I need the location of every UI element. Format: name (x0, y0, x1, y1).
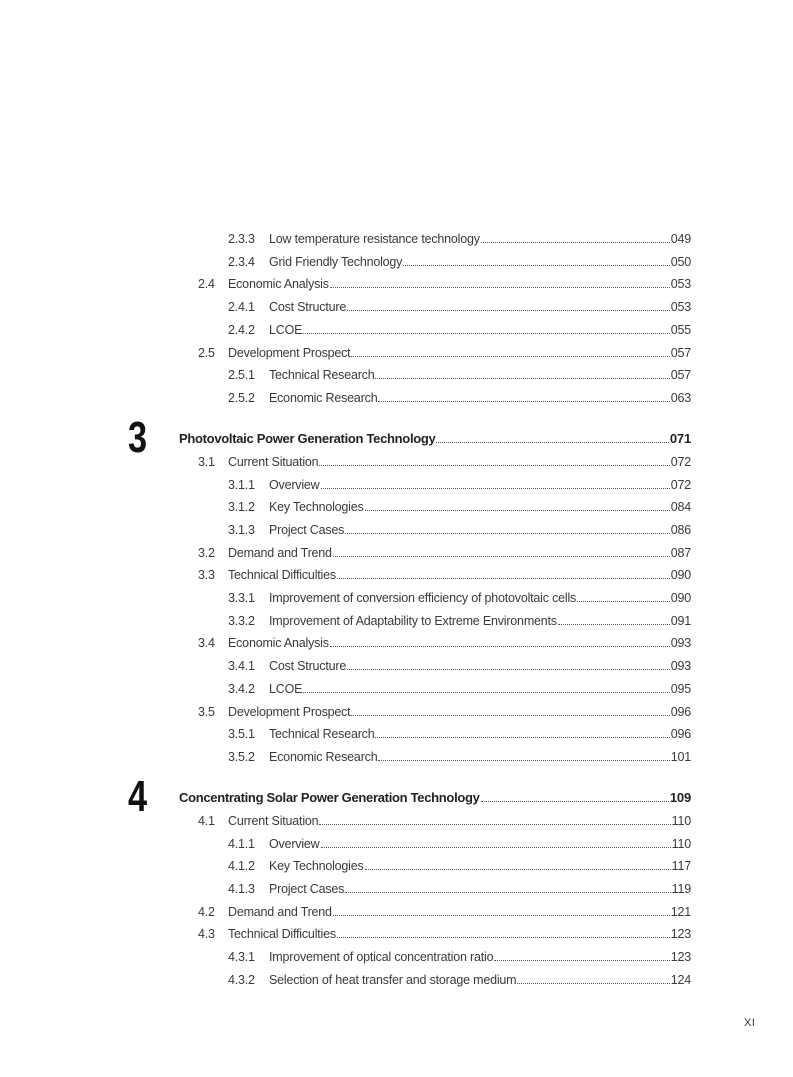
toc-entry-number: 3.5 (198, 704, 215, 719)
toc-entry-number: 3.3.2 (228, 613, 255, 628)
toc-entry (228, 876, 691, 896)
toc-entry-number: 4.3.2 (228, 972, 255, 987)
toc-entry-page: 084 (670, 500, 691, 515)
toc-entry-title: Selection of heat transfer and storage medium (269, 972, 517, 987)
toc-entry-page: 101 (670, 749, 691, 764)
toc-entry-page: 071 (669, 431, 691, 447)
dot-leader (337, 577, 670, 579)
toc-entry-page: 096 (670, 727, 691, 742)
toc-entry-title: Demand and Trend (228, 545, 332, 560)
dot-leader (303, 332, 669, 334)
dot-leader (351, 714, 669, 716)
toc-entry (228, 385, 691, 405)
toc-entry-title: Low temperature resistance technology (269, 232, 480, 246)
toc-entry-title: Improvement of optical concentration ratio (269, 950, 494, 964)
toc-entry-number: 3.2 (198, 545, 215, 560)
toc-entry-title: Economic Analysis (228, 277, 329, 292)
toc-entry-title: Improvement of conversion efficiency of photovoltaic cells (269, 591, 577, 605)
toc-entry (198, 562, 691, 582)
toc-entry (198, 540, 691, 560)
toc-entry-page: 053 (670, 277, 691, 292)
toc-entry-title: Current Situation (228, 813, 319, 828)
toc-entry (198, 630, 691, 650)
page-number: XI (744, 1017, 756, 1029)
toc-entry-number: 4.1 (198, 813, 215, 828)
dot-leader (365, 868, 671, 870)
toc-entry-title: Overview (269, 836, 320, 851)
toc-entry-title: Economic Research (269, 390, 378, 405)
dot-leader (345, 891, 670, 893)
toc-entry-page: 090 (670, 591, 691, 605)
toc-entry-number: 4.1.3 (228, 881, 255, 896)
toc-entry-page: 123 (670, 950, 691, 964)
dot-leader (347, 309, 670, 311)
toc-entry-page: 095 (670, 681, 691, 696)
toc-entry-page: 049 (670, 232, 691, 246)
toc-entry-page: 124 (670, 972, 691, 987)
toc-entry-number: 2.4.2 (228, 322, 255, 337)
dot-leader (378, 759, 669, 761)
toc-entry-title: Cost Structure (269, 300, 347, 315)
toc-entry-number: 2.3.3 (228, 232, 255, 246)
toc-chapter-entry (179, 785, 691, 805)
toc-entry-page: 123 (670, 927, 691, 942)
toc-entry-page: 110 (671, 813, 691, 828)
toc-entry-number: 3.1.1 (228, 477, 255, 492)
toc-entry-title: Demand and Trend (228, 904, 332, 919)
toc-entry-number: 4.3.1 (228, 950, 255, 964)
toc-entry-number: 3.1 (198, 454, 215, 469)
toc-entry (198, 271, 691, 291)
toc-entry-title: LCOE (269, 681, 303, 696)
toc-entry (228, 676, 691, 696)
toc-entry-number: 3.4 (198, 636, 215, 651)
toc-entry-number: 4.2 (198, 904, 215, 919)
toc-entry-title: Grid Friendly Technology (269, 254, 403, 269)
toc-entry-title: Economic Research (269, 749, 378, 764)
toc-entry-number: 3.1.3 (228, 522, 255, 537)
dot-leader (351, 355, 669, 357)
toc-entry-page: 072 (670, 477, 691, 492)
toc-entry-title: Cost Structure (269, 659, 347, 674)
toc-entry-title: LCOE (269, 322, 303, 337)
toc-entry-page: 050 (670, 254, 691, 269)
toc-entry (228, 744, 691, 764)
dot-leader (333, 914, 670, 916)
toc-entry-title: Photovoltaic Power Generation Technology (179, 431, 436, 447)
toc-entry-number: 3.4.1 (228, 659, 255, 674)
dot-leader (375, 377, 669, 379)
dot-leader (319, 464, 669, 466)
toc-entry (228, 294, 691, 314)
toc-entry-number: 3.4.2 (228, 681, 255, 696)
toc-entry (228, 494, 691, 514)
dot-leader (321, 487, 670, 489)
toc-entry-page: 117 (671, 859, 691, 874)
dot-leader (330, 645, 670, 647)
toc-chapter-entry (179, 426, 691, 446)
dot-leader (345, 532, 670, 534)
toc-entry-number: 2.4.1 (228, 300, 255, 315)
dot-leader (436, 441, 668, 443)
toc-entry-title: Project Cases (269, 522, 345, 537)
toc-entry (198, 921, 691, 941)
toc-entry-number: 2.5.1 (228, 368, 255, 383)
toc-entry (228, 853, 691, 873)
dot-leader (403, 264, 670, 266)
dot-leader (319, 823, 670, 825)
toc-entry-page: 119 (671, 881, 691, 896)
toc-entry-page: 063 (670, 390, 691, 405)
toc-entry (198, 808, 691, 828)
toc-entry-title: Concentrating Solar Power Generation Technology (179, 790, 480, 806)
toc-entry-number: 2.5.2 (228, 390, 255, 405)
toc-entry-page: 057 (670, 345, 691, 360)
toc-entry-number: 4.3 (198, 927, 215, 942)
toc-entry-number: 2.4 (198, 277, 215, 292)
toc-entry-title: Improvement of Adaptability to Extreme Environments (269, 613, 557, 628)
chapter-number: 3 (128, 413, 148, 463)
dot-leader (494, 959, 669, 961)
toc-entry-page: 072 (670, 454, 691, 469)
toc-entry (228, 944, 691, 964)
dot-leader (321, 846, 671, 848)
dot-leader (347, 668, 670, 670)
toc-entry-number: 4.1.2 (228, 859, 255, 874)
toc-entry (198, 699, 691, 719)
dot-leader (337, 936, 670, 938)
toc-entry-page: 086 (670, 522, 691, 537)
toc-entry (228, 517, 691, 537)
toc-entry (228, 721, 691, 741)
toc-entry-title: Technical Difficulties (228, 568, 336, 583)
toc-entry-page: 110 (671, 836, 691, 851)
toc-entry-page: 109 (669, 790, 691, 806)
dot-leader (558, 623, 670, 625)
toc-entry-page: 093 (670, 659, 691, 674)
toc-entry (228, 249, 691, 269)
toc-entry-title: Development Prospect (228, 704, 351, 719)
toc-entry-title: Development Prospect (228, 345, 351, 360)
toc-entry (198, 449, 691, 469)
toc-entry (228, 653, 691, 673)
toc-entry-title: Technical Difficulties (228, 927, 336, 942)
toc-entry-page: 055 (670, 322, 691, 337)
toc-entry (228, 317, 691, 337)
toc-entry (228, 585, 691, 605)
dot-leader (378, 400, 669, 402)
dot-leader (517, 982, 669, 984)
toc-entry (228, 831, 691, 851)
toc-entry-number: 3.3.1 (228, 591, 255, 605)
dot-leader (577, 600, 670, 602)
toc-entry-page: 096 (670, 704, 691, 719)
toc-entry-number: 2.5 (198, 345, 215, 360)
toc-entry-title: Overview (269, 477, 320, 492)
toc-entry-page: 087 (670, 545, 691, 560)
toc-entry-number: 3.1.2 (228, 500, 255, 515)
toc-entry-title: Key Technologies (269, 859, 364, 874)
dot-leader (330, 286, 670, 288)
toc-entry-number: 4.1.1 (228, 836, 255, 851)
toc-entry (228, 608, 691, 628)
dot-leader (365, 509, 670, 511)
toc-entry-number: 3.5.2 (228, 749, 255, 764)
toc-entry-page: 090 (670, 568, 691, 583)
dot-leader (333, 555, 670, 557)
chapter-number: 4 (128, 772, 148, 822)
toc-entry-page: 091 (670, 613, 691, 628)
toc-entry (198, 899, 691, 919)
toc-entry-number: 3.5.1 (228, 727, 255, 742)
dot-leader (481, 800, 669, 802)
dot-leader (375, 736, 669, 738)
toc-entry-title: Current Situation (228, 454, 319, 469)
toc-entry-number: 3.3 (198, 568, 215, 583)
toc-entry-title: Technical Research (269, 368, 375, 383)
toc-entry (228, 226, 691, 246)
toc-entry-page: 121 (670, 904, 691, 919)
toc-entry-page: 057 (670, 368, 691, 383)
toc-entry-title: Economic Analysis (228, 636, 329, 651)
toc-entry-number: 2.3.4 (228, 254, 255, 269)
toc-entry-title: Technical Research (269, 727, 375, 742)
dot-leader (303, 691, 669, 693)
toc-entry (228, 362, 691, 382)
toc-entry (228, 472, 691, 492)
toc-entry-page: 053 (670, 300, 691, 315)
dot-leader (481, 241, 670, 243)
toc-entry (198, 340, 691, 360)
toc-entry (228, 967, 691, 987)
toc-entry-title: Key Technologies (269, 500, 364, 515)
toc-entry-page: 093 (670, 636, 691, 651)
toc-entry-title: Project Cases (269, 881, 345, 896)
